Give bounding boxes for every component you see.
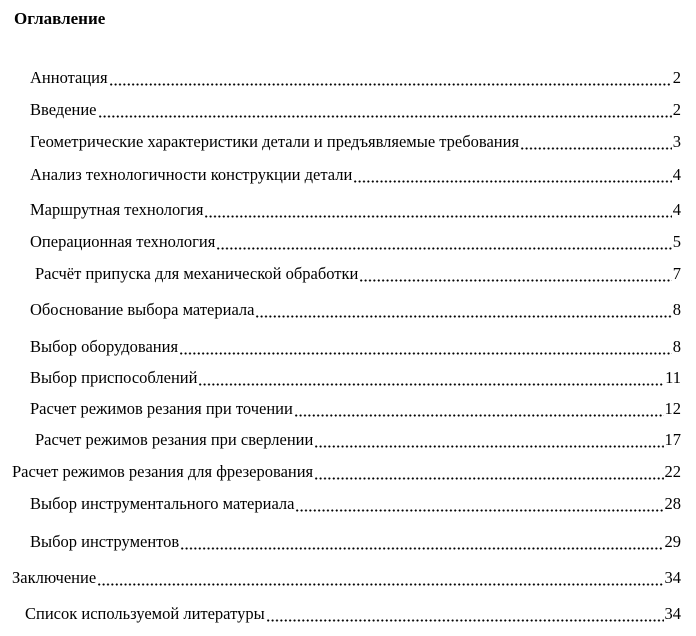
dot-leader <box>98 100 672 120</box>
toc-entry-tools[interactable] <box>30 532 681 552</box>
toc-entry-label: Анализ технологичности конструкции детали <box>30 165 353 184</box>
toc-entry-page: 29 <box>664 532 681 551</box>
toc-entry-tool-material[interactable] <box>30 494 681 514</box>
toc-entry-milling[interactable] <box>12 462 681 482</box>
toc-entry-conclusion[interactable] <box>12 568 681 588</box>
dot-leader <box>359 264 671 284</box>
toc-entry-page: 5 <box>672 232 681 251</box>
dot-leader <box>180 532 663 552</box>
toc-entry-label: Геометрические характеристики детали и предъявляемые требования <box>30 132 520 151</box>
dot-leader <box>204 200 671 220</box>
toc-entry-material-choice[interactable] <box>30 300 681 320</box>
toc-entry-page: 12 <box>664 399 681 418</box>
toc-entry-label: Маршрутная технология <box>30 200 204 219</box>
toc-entry-references[interactable] <box>25 604 681 624</box>
dot-leader <box>109 68 672 88</box>
toc-entry-page: 2 <box>672 100 681 119</box>
toc-entry-equipment[interactable] <box>30 337 681 357</box>
toc-entry-page: 28 <box>664 494 681 513</box>
toc-entry-page: 4 <box>672 165 681 184</box>
toc-entry-label: Введение <box>30 100 97 119</box>
toc-title: Оглавление <box>14 9 106 28</box>
dot-leader <box>353 165 671 185</box>
toc-entry-page: 22 <box>664 462 681 481</box>
toc-entry-annotation[interactable] <box>30 68 681 88</box>
dot-leader <box>295 494 663 514</box>
toc-entry-label: Выбор инструментов <box>30 532 180 551</box>
toc-entry-geometry[interactable] <box>30 132 681 152</box>
toc-entry-label: Расчет режимов резания для фрезерования <box>12 462 314 481</box>
toc-entry-page: 11 <box>665 368 681 387</box>
toc-entry-label: Аннотация <box>30 68 108 87</box>
dot-leader <box>255 300 671 320</box>
dot-leader <box>294 399 664 419</box>
toc-entry-drilling[interactable] <box>35 430 681 450</box>
toc-entry-page: 4 <box>672 200 681 219</box>
toc-entry-label: Выбор инструментального материала <box>30 494 295 513</box>
dot-leader <box>97 568 663 588</box>
toc-entry-label: Расчет режимов резания при сверлении <box>35 430 314 449</box>
toc-entry-label: Расчёт припуска для механической обработки <box>35 264 359 283</box>
dot-leader <box>314 430 663 450</box>
toc-entry-page: 7 <box>672 264 681 283</box>
toc-entry-page: 34 <box>664 604 681 623</box>
toc-entry-page: 17 <box>664 430 681 449</box>
toc-entry-allowance[interactable] <box>35 264 681 284</box>
toc-entry-label: Обоснование выбора материала <box>30 300 255 319</box>
toc-entry-manufacturability[interactable] <box>30 165 681 185</box>
toc-entry-page: 2 <box>672 68 681 87</box>
dot-leader <box>179 337 672 357</box>
dot-leader <box>198 368 664 388</box>
toc-entry-label: Операционная технология <box>30 232 216 251</box>
dot-leader <box>520 132 672 152</box>
toc-entry-operational-technology[interactable] <box>30 232 681 252</box>
dot-leader <box>314 462 663 482</box>
dot-leader <box>216 232 671 252</box>
toc-entry-page: 8 <box>672 337 681 356</box>
toc-entry-label: Выбор приспособлений <box>30 368 198 387</box>
toc-entry-label: Выбор оборудования <box>30 337 179 356</box>
toc-entry-page: 34 <box>664 568 681 587</box>
toc-entry-turning[interactable] <box>30 399 681 419</box>
toc-entry-page: 8 <box>672 300 681 319</box>
toc-entry-page: 3 <box>672 132 681 151</box>
toc-entry-introduction[interactable] <box>30 100 681 120</box>
dot-leader <box>266 604 664 624</box>
toc-entry-label: Расчет режимов резания при точении <box>30 399 293 418</box>
toc-entry-label: Список используемой литературы <box>25 604 265 623</box>
toc-entry-fixtures[interactable] <box>30 368 681 388</box>
toc-entry-route-technology[interactable] <box>30 200 681 220</box>
toc-entry-label: Заключение <box>12 568 97 587</box>
